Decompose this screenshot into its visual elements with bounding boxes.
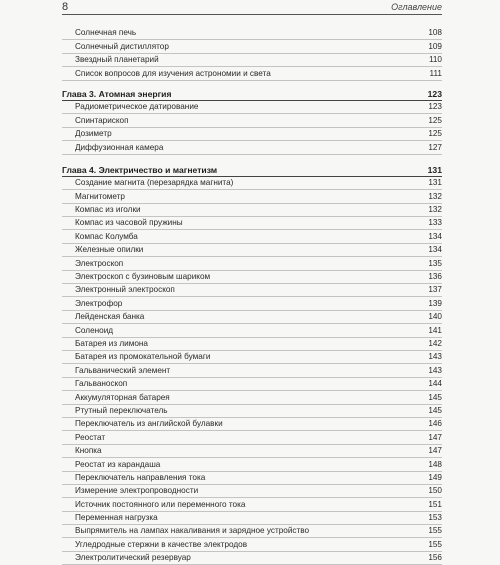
chapter-title: Глава 4. Электричество и магнетизм — [62, 164, 218, 175]
toc-entry[interactable] — [62, 128, 442, 141]
toc-entry-title: Создание магнита (перезарядка магнита) — [75, 178, 234, 188]
toc-entry[interactable] — [62, 190, 442, 203]
table-of-contents — [62, 27, 442, 565]
toc-entry[interactable] — [62, 27, 442, 40]
toc-entry-title: Список вопросов для изучения астрономии и света — [75, 68, 271, 78]
toc-entry-title: Реостат — [75, 432, 106, 442]
toc-entry-page: 132 — [428, 205, 442, 215]
toc-entry-title: Радиометрическое датирование — [75, 102, 199, 112]
toc-entry-title: Переменная нагрузка — [75, 513, 158, 523]
toc-entry-title: Железные опилки — [75, 245, 144, 255]
toc-entry-page: 137 — [428, 285, 442, 295]
toc-entry[interactable] — [62, 351, 442, 364]
toc-entry-title: Ртутный переключатель — [75, 405, 168, 415]
chapter-title: Глава 3. Атомная энергия — [62, 88, 172, 99]
toc-entry[interactable] — [62, 271, 442, 284]
toc-entry-page: 135 — [428, 258, 442, 268]
toc-entry-page: 111 — [429, 68, 442, 78]
toc-entry-page: 146 — [428, 419, 442, 429]
toc-entry[interactable] — [62, 378, 442, 391]
toc-entry[interactable] — [62, 552, 442, 565]
toc-entry[interactable] — [62, 141, 442, 154]
toc-entry-page: 143 — [428, 352, 442, 362]
toc-entry-title: Переключатель из английской булавки — [75, 419, 223, 429]
toc-entry-title: Солнечная печь — [75, 28, 137, 38]
toc-entry-title: Компас Колумба — [75, 231, 138, 241]
toc-entry-page: 131 — [428, 178, 442, 188]
toc-entry-page: 139 — [428, 298, 442, 308]
toc-entry-page: 127 — [428, 142, 442, 152]
toc-entry[interactable] — [62, 364, 442, 377]
running-title: Оглавление — [391, 2, 442, 12]
toc-entry-page: 155 — [428, 539, 442, 549]
toc-entry-title: Кнопка — [75, 446, 102, 456]
toc-entry-page: 155 — [428, 526, 442, 536]
toc-entry-page: 153 — [428, 513, 442, 523]
toc-entry[interactable] — [62, 40, 442, 53]
toc-entry[interactable] — [62, 498, 442, 511]
toc-entry[interactable] — [62, 338, 442, 351]
toc-entry-title: Электроскоп — [75, 258, 124, 268]
toc-entry[interactable] — [62, 114, 442, 127]
toc-entry-page: 145 — [428, 405, 442, 415]
toc-entry[interactable] — [62, 512, 442, 525]
toc-entry-title: Солнечный дистиллятор — [75, 41, 169, 51]
toc-section-chapter3 — [62, 101, 442, 155]
toc-entry-page: 132 — [428, 191, 442, 201]
toc-entry-page: 108 — [428, 28, 442, 38]
toc-entry[interactable] — [62, 458, 442, 471]
page-number: 8 — [62, 1, 69, 13]
chapter-heading-4[interactable] — [62, 164, 442, 177]
toc-entry[interactable] — [62, 230, 442, 243]
toc-entry-title: Переключатель направления тока — [75, 472, 206, 482]
toc-entry-page: 110 — [428, 55, 442, 65]
toc-entry-title: Электролитический резервуар — [75, 553, 191, 563]
toc-entry-page: 156 — [428, 553, 442, 563]
toc-entry-page: 151 — [428, 499, 442, 509]
toc-entry-title: Электроскоп с бузиновым шариком — [75, 272, 211, 282]
toc-entry-title: Гальванический элемент — [75, 365, 171, 375]
toc-entry[interactable] — [62, 391, 442, 404]
toc-entry-page: 143 — [428, 365, 442, 375]
toc-entry[interactable] — [62, 472, 442, 485]
toc-entry-title: Угледродные стержни в качестве электродов — [75, 539, 248, 549]
toc-entry-title: Компас из иголки — [75, 205, 141, 215]
toc-entry[interactable] — [62, 538, 442, 551]
toc-entry-title: Спинтарископ — [75, 115, 129, 125]
toc-entry[interactable] — [62, 445, 442, 458]
toc-entry-page: 134 — [428, 231, 442, 241]
toc-entry-page: 148 — [428, 459, 442, 469]
chapter-page: 131 — [427, 164, 442, 175]
toc-entry[interactable] — [62, 217, 442, 230]
toc-entry[interactable] — [62, 257, 442, 270]
toc-entry-page: 136 — [428, 272, 442, 282]
toc-entry[interactable] — [62, 485, 442, 498]
toc-section-chapter2-tail — [62, 27, 442, 81]
toc-entry[interactable] — [62, 297, 442, 310]
toc-entry-title: Реостат из карандаша — [75, 459, 161, 469]
toc-entry[interactable] — [62, 67, 442, 80]
toc-entry-page: 145 — [428, 392, 442, 402]
toc-entry-title: Диффузионная камера — [75, 142, 164, 152]
toc-entry-title: Соленоид — [75, 325, 114, 335]
toc-entry[interactable] — [62, 418, 442, 431]
toc-entry-title: Батарея из промокательной бумаги — [75, 352, 211, 362]
toc-entry-title: Магнитометр — [75, 191, 125, 201]
toc-entry-title: Аккумуляторная батарея — [75, 392, 170, 402]
toc-entry-page: 125 — [428, 129, 442, 139]
toc-entry-title: Дозиметр — [75, 129, 112, 139]
toc-entry-page: 133 — [428, 218, 442, 228]
toc-entry[interactable] — [62, 244, 442, 257]
toc-entry-title: Звездный планетарий — [75, 55, 159, 65]
toc-entry-title: Компас из часовой пружины — [75, 218, 183, 228]
toc-entry-page: 140 — [428, 312, 442, 322]
toc-entry-page: 109 — [428, 41, 442, 51]
toc-entry-title: Выпрямитель на лампах накаливания и зарядное устройство — [75, 526, 310, 536]
toc-entry-page: 144 — [428, 379, 442, 389]
toc-entry-page: 125 — [428, 115, 442, 125]
toc-entry[interactable] — [62, 54, 442, 67]
toc-entry[interactable] — [62, 431, 442, 444]
toc-entry[interactable] — [62, 101, 442, 114]
toc-entry[interactable] — [62, 324, 442, 337]
chapter-page: 123 — [427, 88, 442, 99]
toc-entry-title: Электрофор — [75, 298, 123, 308]
toc-entry-page: 147 — [428, 432, 442, 442]
toc-entry-title: Гальваноскоп — [75, 379, 128, 389]
toc-entry-page: 149 — [428, 472, 442, 482]
page-header — [62, 0, 442, 15]
toc-entry[interactable] — [62, 525, 442, 538]
toc-entry-title: Лейденская банка — [75, 312, 145, 322]
toc-entry-page: 142 — [428, 338, 442, 348]
toc-entry-title: Измерение электропроводности — [75, 486, 199, 496]
toc-entry[interactable] — [62, 311, 442, 324]
toc-entry-page: 123 — [428, 102, 442, 112]
toc-entry[interactable] — [62, 284, 442, 297]
toc-entry-title: Батарея из лимона — [75, 338, 148, 348]
toc-entry[interactable] — [62, 204, 442, 217]
toc-entry[interactable] — [62, 177, 442, 190]
toc-entry-title: Электронный электроскоп — [75, 285, 175, 295]
toc-entry-title: Источник постоянного или переменного тока — [75, 499, 246, 509]
toc-entry-page: 134 — [428, 245, 442, 255]
toc-entry[interactable] — [62, 405, 442, 418]
toc-section-chapter4 — [62, 177, 442, 565]
toc-entry-page: 150 — [428, 486, 442, 496]
chapter-heading-3[interactable] — [62, 88, 442, 101]
toc-entry-page: 141 — [428, 325, 442, 335]
toc-entry-page: 147 — [428, 446, 442, 456]
